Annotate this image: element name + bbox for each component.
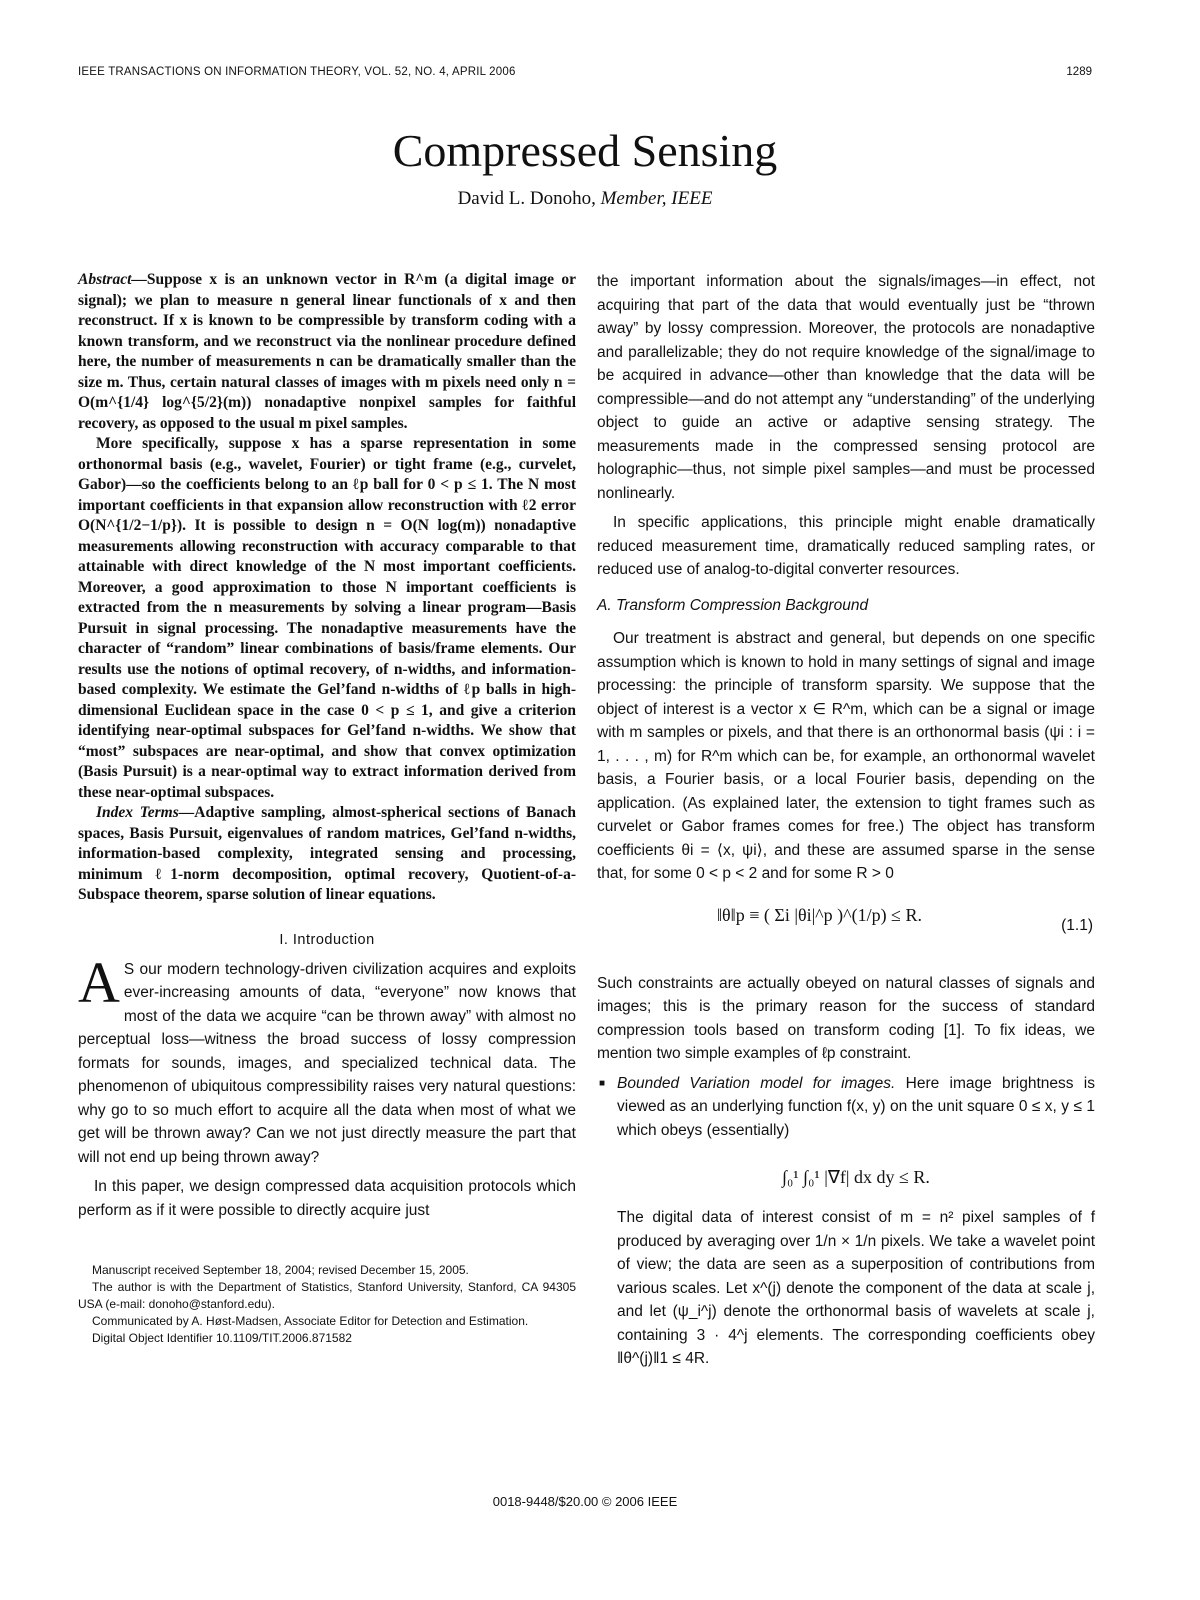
- section-heading-introduction: I. Introduction: [279, 931, 375, 948]
- subsection-heading: A. Transform Compression Background: [597, 596, 869, 614]
- bullet-paragraph-2: The digital data of interest consist of m = n² pixel samples of f produced by averaging over 1/n × 1/n pixels. We take a wavelet point of view; the data are seen as a superposition of contributions from various scales. Let x^(j) denote the component of the data at scale j, and let (ψ_i^j) denote the orthonormal basis of wavelets at scale j, containing 3 · 4^j elements. The corresponding coefficients obey ‖θ^(j)‖1 ≤ 4R.: [617, 1209, 1095, 1367]
- paper-title: Compressed Sensing: [392, 125, 778, 176]
- equation-number: (1.1): [1061, 916, 1093, 934]
- index-terms-text: Adaptive sampling, almost-spherical sections of Banach spaces, Basis Pursuit, eigenvalues of random matrices, Gel’fand n-widths, information-based complexity, integrated sensing and processing, minimum ℓ1-norm decomposition, optimal recovery, Quotient-of-a-Subspace theorem, sparse solution of linear equations.: [78, 804, 576, 903]
- footnotes: [78, 1262, 576, 1347]
- author-name: David L. Donoho,: [457, 188, 596, 209]
- right-body: [597, 270, 1095, 1371]
- right-paragraph-4: Such constraints are actually obeyed on natural classes of signals and images; this is the primary reason for the success of standard compression tools based on transform coding [1]. To fix ideas, we mention two simple examples of ℓp constraint.: [597, 974, 1095, 1062]
- index-terms-lead: Index Terms—: [96, 804, 195, 821]
- equation-bv: ∫₀¹ ∫₀¹ |∇f| dx dy ≤ R.: [782, 1167, 930, 1187]
- abstract: [78, 270, 576, 906]
- footnote-author: The author is with the Department of Statistics, Stanford University, Stanford, CA 94305 USA (e-mail: donoho@stanford.edu).: [78, 1280, 576, 1311]
- bullet-lead: Bounded Variation model for images.: [617, 1074, 896, 1092]
- footnote-doi: Digital Object Identifier 10.1109/TIT.2006.871582: [92, 1331, 352, 1345]
- right-paragraph-2: In specific applications, this principle might enable dramatically reduced measurement time, dramatically reduced sampling rates, or reduced use of analog-to-digital converter resources.: [597, 514, 1095, 578]
- index-terms: [78, 803, 576, 906]
- equation-text: ‖θ‖p ≡ ( Σi |θi|^p )^(1/p) ≤ R.: [717, 904, 922, 925]
- journal-header: IEEE TRANSACTIONS ON INFORMATION THEORY, VOL. 52, NO. 4, APRIL 2006: [78, 66, 516, 78]
- abstract-paragraph-1: [78, 270, 576, 434]
- drop-cap: A: [78, 949, 120, 1015]
- bullet-text: Here image brightness is viewed as an underlying function f(x, y) on the unit square 0 ≤ x, y ≤ 1 which obeys (essentially): [617, 1074, 1095, 1139]
- footnote-manuscript: Manuscript received September 18, 2004; revised December 15, 2005.: [92, 1263, 469, 1277]
- equation-1-1: [597, 896, 1095, 966]
- author-affiliation: Member, IEEE: [600, 188, 713, 209]
- page-number: 1289: [1066, 66, 1092, 78]
- introduction-body: [78, 949, 576, 1223]
- left-column: [78, 270, 576, 1347]
- right-paragraph-3: Our treatment is abstract and general, but depends on one specific assumption which is known to hold in many settings of signal and image processing: the principle of transform sparsity. We suppose that the object of interest is a vector x ∈ R^m, which can be a signal or image with m samples or pixels, and that there is an orthonormal basis (ψi : i = 1, . . . , m) for R^m which can be, for example, an orthonormal wavelet basis, a Fourier basis, or a local Fourier basis, depending on the application. (As explained later, the extension to tight frames such as curvelet or Gabor frames comes for free.) The object has transform coefficients θi = ⟨x, ψi⟩, and these are assumed sparse in the sense that, for some 0 < p < 2 and for some R > 0: [597, 630, 1095, 882]
- right-paragraph-1: the important information about the signals/images—in effect, not acquiring that part of the data that would eventually just be “thrown away” by lossy compression. Moreover, the protocols are nonadaptive and parallelizable; they do not require knowledge of the signal/image to be acquired in advance—other than knowledge that the data will be compressible—and do not attempt any “understanding” of the underlying object to guide an active or adaptive sensing strategy. The measurements made in the compressed sensing protocol are holographic—thus, not simple pixel samples—and must be processed nonlinearly.: [597, 273, 1095, 502]
- abstract-lead: Abstract—: [78, 271, 147, 288]
- author-line: [0, 188, 1170, 210]
- abstract-paragraph-2: More specifically, suppose x has a sparse representation in some orthonormal basis (e.g., wavelet, Fourier) or tight frame (e.g., curvelet, Gabor)—so the coefficients belong to an ℓp ball for 0 < p ≤ 1. The N most important coefficients in that expansion allow reconstruction with ℓ2 error O(N^{1/2−1/p}). It is possible to design n = O(N log(m)) nonadaptive measurements allowing reconstruction with accuracy comparable to that attainable with direct knowledge of the N most important coefficients. Moreover, a good approximation to those N important coefficients is extracted from the n measurements by solving a linear program—Basis Pursuit in signal processing. The nonadaptive measurements have the character of “random” linear combinations of basis/frame elements. Our results use the notions of optimal recovery, of n-widths, and information-based complexity. We estimate the Gel’fand n-widths of ℓp balls in high-dimensional Euclidean space in the case 0 < p ≤ 1, and give a criterion identifying near-optimal subspaces for Gel’fand n-widths. We show that “most” subspaces are near-optimal, and show that convex optimization (Basis Pursuit) is a near-optimal way to extract information derived from these near-optimal subspaces.: [78, 435, 576, 801]
- bullet-item: [599, 1072, 1095, 1371]
- page-footer: 0018-9448/$20.00 © 2006 IEEE: [492, 1494, 678, 1509]
- right-column: [597, 270, 1095, 1377]
- abstract-text-1: Suppose x is an unknown vector in R^m (a digital image or signal); we plan to measure n general linear functionals of x and then reconstruct. If x is known to be compressible by transform coding with a known transform, and we reconstruct via the nonlinear procedure defined here, the number of measurements n can be dramatically smaller than the size m. Thus, certain natural classes of images with m pixels need only n = O(m^{1/4} log^{5/2}(m)) nonadaptive nonpixel samples for faithful recovery, as opposed to the usual m pixel samples.: [78, 271, 576, 432]
- intro-paragraph-1: [78, 949, 576, 1170]
- intro-text-1: S our modern technology-driven civilization acquires and exploits ever-increasing amounts of data, “everyone” now knows that most of the data we acquire “can be thrown away” with almost no perceptual loss—witness the broad success of lossy compression formats for sounds, images, and specialized technical data. The phenomenon of ubiquitous compressibility raises very natural questions: why go to so much effort to acquire all the data when most of what we get will be thrown away? Can we not just directly measure the part that will not end up being thrown away?: [78, 960, 576, 1166]
- footnote-communicated: Communicated by A. Høst-Madsen, Associate Editor for Detection and Estimation.: [92, 1314, 529, 1328]
- bullet-paragraph: [617, 1072, 1095, 1143]
- intro-paragraph-2: In this paper, we design compressed data acquisition protocols which perform as if it were possible to directly acquire just: [78, 1178, 576, 1219]
- bullet-icon: ■: [599, 1077, 606, 1089]
